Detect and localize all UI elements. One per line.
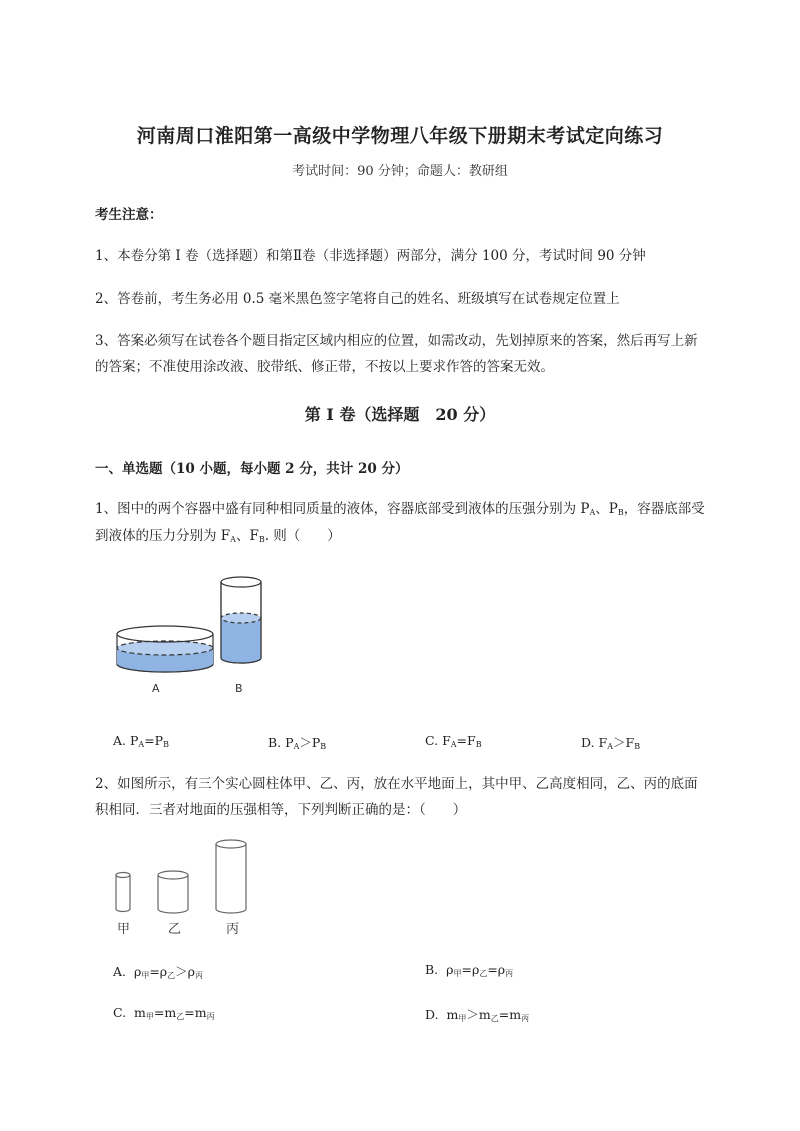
q1-line1: 1、图中的两个容器中盛有同种相同质量的液体，容器底部受到液体的压强分别为 $P_A$、$P_B$，容器底部受	[95, 501, 705, 517]
q2-option-b[interactable]: B. $\rho_甲=\rho_乙=\rho_丙$	[425, 962, 514, 978]
page-title: 河南周口淮阳第一高级中学物理八年级下册期末考试定向练习	[136, 125, 664, 147]
q1-option-a[interactable]: A. $P_A=P_B$	[113, 733, 169, 749]
cylinder-yi	[158, 871, 188, 913]
q2-cylinder-figure	[105, 835, 265, 925]
part-heading: 一、单选题（10 小题，每小题 2 分，共计 20 分）	[95, 461, 409, 477]
q1-option-c[interactable]: C. $F_A=F_B$	[425, 733, 482, 749]
q2-line2: 积相同．三者对地面的压强相等，下列判断正确的是：（ ）	[95, 802, 467, 818]
notice-heading: 考生注意：	[95, 207, 163, 223]
q2-fig-label-bing: 丙	[226, 922, 240, 937]
q2-option-a[interactable]: A. $\rho_甲=\rho_乙>\rho_丙$	[113, 964, 204, 980]
q1-fig-label-b: B	[235, 682, 243, 695]
notice-item-3-cont: 的答案；不准使用涂改液、胶带纸、修正带，不按以上要求作答的答案无效。	[95, 359, 554, 375]
exam-info: 考试时间：90 分钟；命题人：教研组	[292, 164, 508, 179]
container-b	[221, 577, 261, 663]
q1-container-figure	[105, 570, 285, 700]
section-title: 第 I 卷（选择题 20 分）	[304, 405, 496, 424]
q2-line1: 2、如图所示，有三个实心圆柱体甲、乙、丙，放在水平地面上，其中甲、乙高度相同，乙、丙的底面	[95, 776, 698, 792]
q2-option-d[interactable]: D. $m_甲>m_乙=m_丙$	[425, 1007, 530, 1023]
q1-line2: 到液体的压力分别为 $F_A$、$F_B$. 则（ ）	[95, 528, 341, 544]
q2-fig-label-yi: 乙	[168, 922, 182, 937]
container-a	[117, 626, 213, 672]
notice-item-1: 1、本卷分第 I 卷（选择题）和第Ⅱ卷（非选择题）两部分，满分 100 分，考试时间 90 分钟	[95, 248, 646, 264]
q1-fig-label-a: A	[152, 682, 160, 695]
cylinder-jia	[116, 873, 130, 912]
cylinder-bing	[216, 840, 246, 913]
q1-option-b[interactable]: B. $P_A>P_B$	[268, 735, 327, 751]
notice-item-3: 3、答案必须写在试卷各个题目指定区域内相应的位置，如需改动，先划掉原来的答案，然后再写上新	[95, 333, 698, 349]
notice-item-2: 2、答卷前，考生务必用 0.5 毫米黑色签字笔将自己的姓名、班级填写在试卷规定位置上	[95, 291, 620, 307]
q1-option-d[interactable]: D. $F_A>F_B$	[581, 735, 641, 751]
q2-option-c[interactable]: C. $m_甲=m_乙=m_丙$	[113, 1005, 215, 1021]
q2-fig-label-jia: 甲	[117, 922, 131, 937]
